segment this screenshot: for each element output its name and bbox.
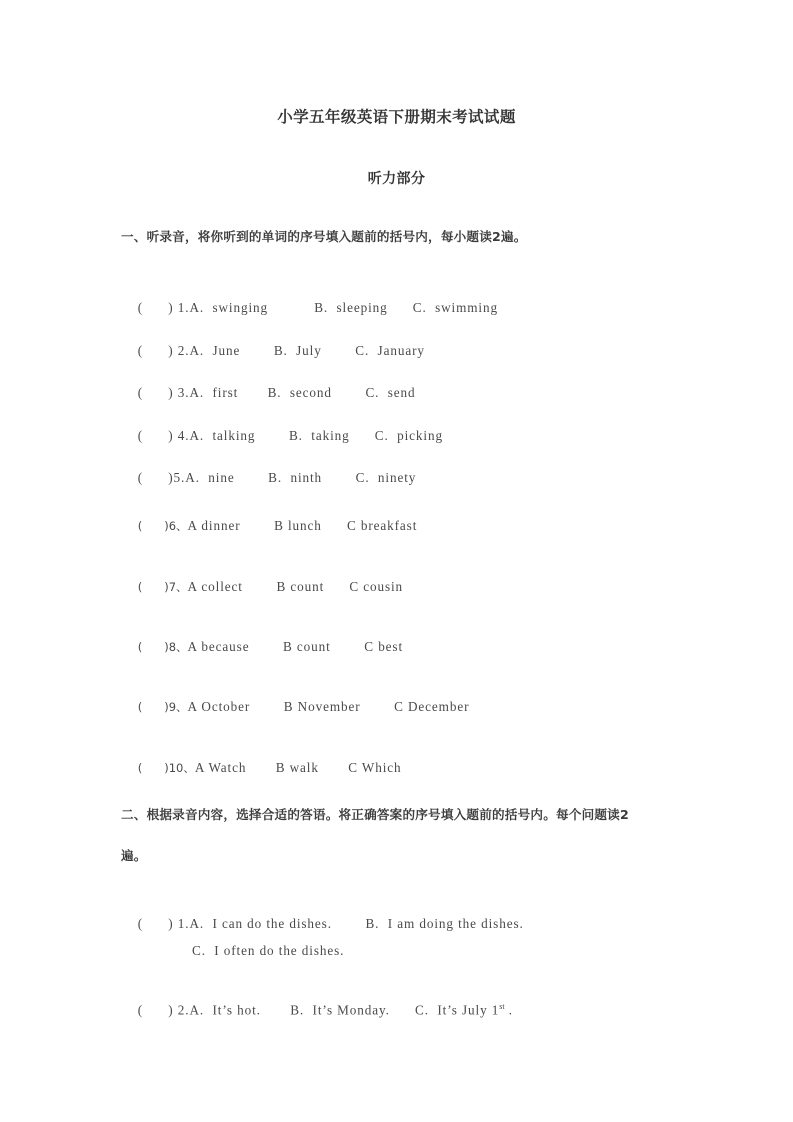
list-item[interactable]	[121, 563, 403, 611]
question-options-1-3: A. first B. second C. send	[189, 385, 416, 400]
list-item[interactable]	[121, 454, 416, 502]
question-options-1-4: A. talking B. taking C. picking	[189, 428, 443, 443]
answer-blank-1-8[interactable]: ( )8、	[137, 640, 188, 654]
list-item[interactable]	[121, 502, 417, 550]
answer-blank-2-2[interactable]: ( ) 2.	[137, 1002, 190, 1018]
question-options-2-2-post: .	[504, 1002, 514, 1018]
list-item[interactable]	[121, 986, 513, 1034]
answer-blank-2-1[interactable]: ( ) 1.	[137, 916, 190, 931]
answer-blank-1-1[interactable]: ( ) 1.	[137, 300, 190, 315]
list-item[interactable]	[121, 623, 403, 671]
answer-blank-1-10[interactable]: ( )10、	[137, 761, 195, 775]
answer-blank-1-2[interactable]: ( ) 2.	[137, 343, 190, 358]
list-item[interactable]	[121, 327, 425, 375]
section-subtitle-listening: 听力部分	[367, 171, 426, 187]
section-2-heading-line1: 二、根据录音内容，选择合适的答语。将正确答案的序号填入题前的括号内。每个问题读2	[121, 807, 629, 822]
list-item[interactable]	[121, 412, 443, 460]
question-options-1-1: A. swinging B. sleeping C. swimming	[189, 300, 498, 315]
answer-blank-1-4[interactable]: ( ) 4.	[137, 428, 190, 443]
question-options-1-5: A. nine B. ninth C. ninety	[185, 470, 417, 485]
question-option-2-1-c: C. I often do the dishes.	[192, 943, 345, 958]
question-options-1-6: A dinner B lunch C breakfast	[187, 518, 418, 533]
answer-blank-1-6[interactable]: ( )6、	[137, 519, 188, 533]
answer-blank-1-5[interactable]: ( )5.	[137, 470, 186, 485]
question-options-1-8: A because B count C best	[187, 639, 404, 654]
page-title: 小学五年级英语下册期末考试试题	[277, 108, 516, 126]
list-item[interactable]	[121, 369, 416, 417]
question-options-1-9: A October B November C December	[187, 699, 470, 714]
answer-blank-1-7[interactable]: ( )7、	[137, 580, 188, 594]
list-item[interactable]	[121, 900, 524, 948]
list-item[interactable]	[121, 744, 402, 792]
question-options-2-1: A. I can do the dishes. B. I am doing the dishes.	[189, 916, 524, 931]
question-options-2-2-pre: A. It’s hot. B. It’s Monday. C. It’s July 1	[189, 1002, 500, 1018]
list-item[interactable]	[121, 683, 469, 731]
section-2-heading-line2: 遍。	[121, 848, 147, 863]
question-options-1-7: A collect B count C cousin	[187, 579, 404, 594]
answer-blank-1-9[interactable]: ( )9、	[137, 700, 188, 714]
list-item[interactable]	[121, 284, 498, 332]
answer-blank-1-3[interactable]: ( ) 3.	[137, 385, 190, 400]
question-options-1-2: A. June B. July C. January	[189, 343, 425, 358]
question-options-1-10: A Watch B walk C Which	[194, 760, 402, 775]
section-1-heading: 一、听录音，将你听到的单词的序号填入题前的括号内，每小题读2遍。	[121, 229, 527, 244]
ordinal-suffix-st: st	[499, 1002, 505, 1011]
